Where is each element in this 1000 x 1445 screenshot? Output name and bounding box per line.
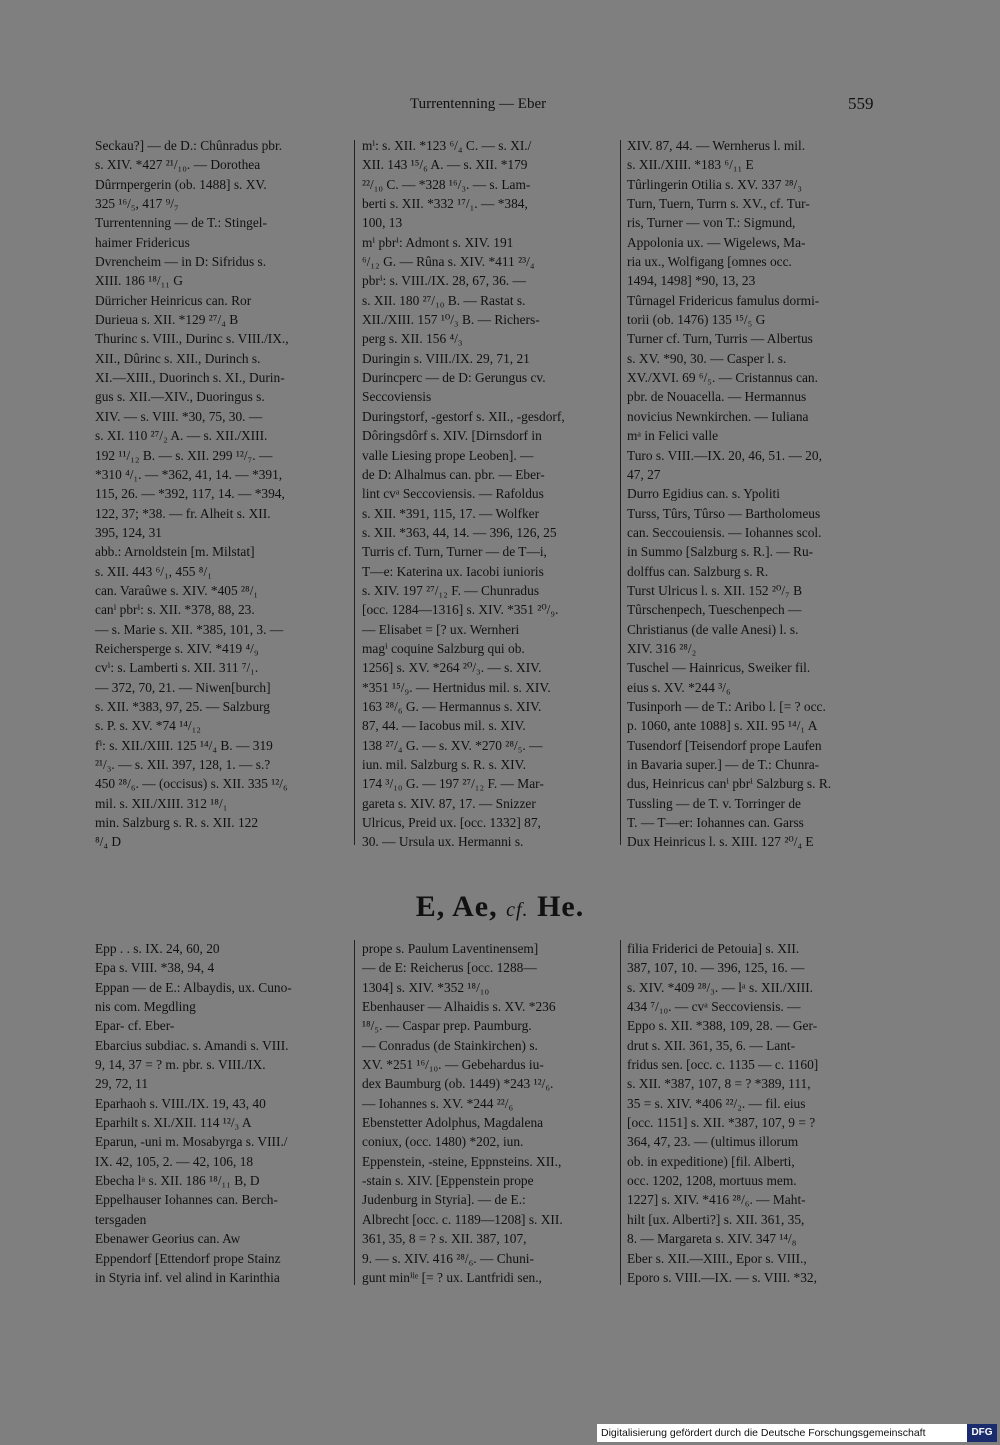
- entry-line: de D: Alhalmus can. pbr. — Eber-: [362, 466, 545, 482]
- entry-line: Eppenstein, -steine, Eppnsteins. XII.,: [362, 1153, 562, 1169]
- entry-line: pbr. de Nouacella. — Hermannus: [627, 389, 807, 405]
- entry-line: 100, 13: [362, 215, 403, 231]
- column-top-1: [95, 136, 347, 852]
- entry-line: 115, 26. — *392, 117, 14. — *394,: [95, 486, 285, 502]
- entry-line: 1227] s. XIV. *416 ²⁸/₆. — Maht-: [627, 1192, 806, 1208]
- entry-line: filia Friderici de Petouia] s. XII.: [627, 941, 800, 956]
- entry-line: Ebenhauser — Alhaidis s. XV. *236: [362, 999, 556, 1015]
- entry-line: 30. — Ursula ux. Hermanni s.: [362, 834, 524, 850]
- entry-line: Epar- cf. Eber-: [95, 1018, 175, 1034]
- entry-line: ²¹/₃. — s. XII. 397, 128, 1. — s.?: [95, 757, 271, 772]
- entry-line: Dux Heinricus l. s. XIII. 127 ²⁰/₄ E: [627, 834, 814, 850]
- entry-line: Tuschel — Hainricus, Sweiker fil.: [627, 660, 811, 676]
- entry-line: XI.—XIII., Duorinch s. XI., Durin-: [95, 370, 285, 386]
- entry-line: berti s. XII. *332 ¹⁷/₁. — *384,: [362, 196, 528, 212]
- entry-line: XIV. 316 ²⁸/₂: [627, 640, 697, 656]
- entry-line: ⁸/₄ D: [95, 834, 122, 850]
- entry-line: Christianus (de valle Anesi) l. s.: [627, 621, 799, 637]
- entry-line: Judenburg in Styria]. — de E.:: [362, 1192, 526, 1208]
- section-heading: [0, 890, 1000, 924]
- entry-line: dus, Heinricus canⁱ pbrⁱ Salzburg s. R.: [627, 776, 832, 792]
- entry-line: *310 ⁴/₁. — *362, 41, 14. — *391,: [95, 466, 283, 482]
- entry-line: Ebecha lᵃ s. XII. 186 ¹⁸/₁₁ B, D: [95, 1173, 260, 1189]
- entry-line: Eppendorf [Ettendorf prope Stainz: [95, 1250, 281, 1266]
- entry-line: T. — T—er: Iohannes can. Garss: [627, 815, 804, 831]
- entry-line: Epp . . s. IX. 24, 60, 20: [95, 941, 220, 956]
- entry-line: ⁶/₁₂ G. — Rûna s. XIV. *411 ²³/₄: [362, 254, 535, 270]
- entry-line: s. XII. *383, 97, 25. — Salzburg: [95, 698, 270, 714]
- entry-line: XIV. 87, 44. — Wernherus l. mil.: [627, 138, 806, 153]
- entry-line: Appolonia ux. — Wigelews, Ma-: [627, 234, 806, 250]
- entry-line: XV./XVI. 69 ⁶/₅. — Cristannus can.: [627, 370, 818, 386]
- entry-line: Duringin s. VIII./IX. 29, 71, 21: [362, 350, 530, 366]
- entry-line: novicius Newnkirchen. — Iuliana: [627, 408, 809, 424]
- column-top-3: [627, 136, 882, 852]
- entry-line: 9, 14, 37 = ? m. pbr. s. VIII./IX.: [95, 1057, 266, 1073]
- funding-notice: [597, 1424, 967, 1442]
- entry-line: Dûrrnpergerin (ob. 1488] s. XV.: [95, 176, 267, 192]
- entry-line: ris, Turner — von T.: Sigmund,: [627, 215, 796, 231]
- entry-line: 122, 37; *38. — fr. Alheit s. XII.: [95, 505, 271, 521]
- entry-line: s. P. s. XV. *74 ¹⁴/₁₂: [95, 718, 201, 734]
- entry-line: gus s. XII.—XIV., Duoringus s.: [95, 389, 265, 405]
- entry-line: Albrecht [occ. c. 1189—1208] s. XII.: [362, 1211, 563, 1227]
- entry-line: Thurinc s. VIII., Durinc s. VIII./IX.,: [95, 331, 289, 347]
- column-top-2: [362, 136, 616, 852]
- entry-line: can. Seccouiensis. — Iohannes scol.: [627, 524, 822, 540]
- entry-line: s. XIV. *427 ²¹/₁₀. — Dorothea: [95, 157, 261, 173]
- entry-line: perg s. XII. 156 ⁴/₃: [362, 331, 463, 347]
- entry-line: occ. 1202, 1208, mortuus mem.: [627, 1173, 797, 1189]
- entry-line: Turner cf. Turn, Turris — Albertus: [627, 331, 813, 347]
- entry-line: [occ. 1151] s. XII. *387, 107, 9 = ?: [627, 1115, 816, 1131]
- entry-line: 47, 27: [627, 466, 661, 482]
- entry-line: 8. — Margareta s. XIV. 347 ¹⁴/₈: [627, 1231, 797, 1247]
- entry-line: fridus sen. [occ. c. 1135 — c. 1160]: [627, 1057, 819, 1073]
- entry-line: in Bavaria super.] — de T.: Chunra-: [627, 757, 820, 772]
- entry-line: 434 ⁷/₁₀. — cvᵃ Seccoviensis. —: [627, 999, 801, 1015]
- entry-line: dex Baumburg (ob. 1449) *243 ¹²/₆.: [362, 1076, 554, 1092]
- entry-line: ²²/₁₀ C. — *328 ¹⁶/₃. — s. Lam-: [362, 176, 531, 192]
- page-number: 559: [848, 94, 874, 113]
- entry-line: gareta s. XIV. 87, 17. — Snizzer: [362, 795, 536, 811]
- entry-line: in Summo [Salzburg s. R.]. — Ru-: [627, 544, 814, 560]
- entry-line: Tûrlingerin Otilia s. XV. 337 ²⁸/₃: [627, 176, 802, 192]
- entry-line: Ebenawer Georius can. Aw: [95, 1231, 241, 1247]
- entry-line: s. XIV. 197 ²⁷/₁₂ F. — Chunradus: [362, 582, 540, 598]
- entry-line: 1256] s. XV. *264 ²⁰/₃. — s. XIV.: [362, 660, 542, 676]
- entry-line: Reichersperge s. XIV. *419 ⁴/₉: [95, 640, 259, 656]
- entry-line: Durincperc — de D: Gerungus cv.: [362, 370, 546, 386]
- entry-line: hilt [ux. Alberti?] s. XII. 361, 35,: [627, 1211, 805, 1227]
- entry-line: 192 ¹¹/₁₂ B. — s. XII. 299 ¹²/₇. —: [95, 447, 273, 463]
- entry-line: 138 ²⁷/₄ G. — s. XV. *270 ²⁸/₅. —: [362, 737, 543, 753]
- entry-line: mil. s. XII./XIII. 312 ¹⁸/₁: [95, 795, 228, 811]
- entry-line: Turris cf. Turn, Turner — de T—i,: [362, 544, 547, 560]
- entry-line: — s. Marie s. XII. *385, 101, 3. —: [95, 621, 284, 637]
- entry-line: s. XV. *90, 30. — Casper l. s.: [627, 350, 787, 366]
- entry-line: Tusinporh — de T.: Aribo l. [= ? occ.: [627, 698, 826, 714]
- entry-line: s. XII. *391, 115, 17. — Wolfker: [362, 505, 540, 521]
- entry-line: 29, 72, 11: [95, 1076, 149, 1092]
- entry-line: Tussling — de T. v. Torringer de: [627, 795, 802, 811]
- entry-line: mⁱ: s. XII. *123 ⁶/₄ C. — s. XI./: [362, 138, 532, 153]
- entry-line: valle Liesing prope Leoben]. —: [362, 447, 534, 463]
- entry-line: s. XII. 443 ⁶/₁, 455 ⁸/₁: [95, 563, 212, 579]
- column-bottom-3: [627, 939, 882, 1287]
- entry-line: XII./XIII. 157 ¹⁰/₃ B. — Richers-: [362, 312, 540, 328]
- entry-line: torii (ob. 1476) 135 ¹⁵/₅ G: [627, 312, 766, 328]
- entry-line: Durro Egidius can. s. Ypoliti: [627, 486, 780, 502]
- entry-line: magⁱ coquine Salzburg qui ob.: [362, 640, 525, 656]
- entry-line: Turrentenning — de T.: Stingel-: [95, 215, 267, 231]
- section-heading-main: E, Ae,: [415, 890, 507, 923]
- entry-line: in Styria inf. vel alind in Karinthia: [95, 1269, 280, 1285]
- entry-line: abb.: Arnoldstein [m. Milstat]: [95, 544, 255, 560]
- entry-line: dolffus can. Salzburg s. R.: [627, 563, 769, 579]
- column-divider: [620, 940, 621, 1285]
- entry-line: 163 ²⁸/₆ G. — Hermannus s. XIV.: [362, 698, 542, 714]
- entry-line: Ulricus, Preid ux. [occ. 1332] 87,: [362, 815, 541, 831]
- entry-line: Eppo s. XII. *388, 109, 28. — Ger-: [627, 1018, 818, 1034]
- entry-line: p. 1060, ante 1088] s. XII. 95 ¹⁴/₁ A: [627, 718, 818, 734]
- column-bottom-1: [95, 939, 347, 1287]
- entry-line: 87, 44. — Iacobus mil. s. XIV.: [362, 718, 526, 734]
- entry-line: *351 ¹⁵/₉. — Hertnidus mil. s. XIV.: [362, 679, 551, 695]
- entry-line: 361, 35, 8 = ? s. XII. 387, 107,: [362, 1231, 527, 1247]
- entry-line: — de E: Reicherus [occ. 1288—: [362, 960, 537, 976]
- entry-line: s. XI. 110 ²⁷/₂ A. — s. XII./XIII.: [95, 428, 268, 444]
- entry-line: tersgaden: [95, 1211, 147, 1227]
- entry-line: prope s. Paulum Laventinensem]: [362, 941, 539, 956]
- entry-line: XII. 143 ¹⁵/₆ A. — s. XII. *179: [362, 157, 528, 173]
- entry-line: Dvrencheim — in D: Sifridus s.: [95, 254, 267, 270]
- entry-line: mⁱ pbrⁱ: Admont s. XIV. 191: [362, 234, 514, 250]
- entry-line: 9. — s. XIV. 416 ²⁸/₆. — Chuni-: [362, 1250, 534, 1266]
- entry-line: 387, 107, 10. — 396, 125, 16. —: [627, 960, 805, 976]
- entry-line: 1304] s. XIV. *352 ¹⁸/₁₀: [362, 979, 490, 995]
- column-divider: [354, 140, 355, 845]
- entry-line: Turss, Tûrs, Tûrso — Bartholomeus: [627, 505, 821, 521]
- entry-line: -stain s. XIV. [Eppenstein prope: [362, 1173, 534, 1189]
- entry-line: canⁱ pbrⁱ: s. XII. *378, 88, 23.: [95, 602, 255, 618]
- entry-line: Dürricher Heinricus can. Ror: [95, 292, 252, 308]
- entry-line: XIII. 186 ¹⁸/₁₁ G: [95, 273, 183, 289]
- dfg-logo: DFG: [967, 1424, 997, 1442]
- entry-line: s. XIV. *409 ²⁸/₃. — lᵃ s. XII./XIII.: [627, 979, 813, 995]
- section-heading-tail: He.: [528, 890, 585, 923]
- entry-line: lint cvᵃ Seccoviensis. — Rafoldus: [362, 486, 544, 502]
- column-divider: [354, 940, 355, 1285]
- entry-line: Seckau?] — de D.: Chûnradus pbr.: [95, 138, 283, 153]
- entry-line: Turst Ulricus l. s. XII. 152 ²⁰/₇ B: [627, 582, 802, 598]
- entry-line: Eppan — de E.: Albaydis, ux. Cuno-: [95, 979, 292, 995]
- entry-line: — 372, 70, 21. — Niwen[burch]: [95, 679, 271, 695]
- entry-line: — Elisabet = [? ux. Wernheri: [362, 621, 520, 637]
- entry-line: fⁱ: s. XII./XIII. 125 ¹⁴/₄ B. — 319: [95, 737, 273, 753]
- entry-line: Seccoviensis: [362, 389, 432, 405]
- entry-line: iun. mil. Salzburg s. R. s. XIV.: [362, 757, 526, 772]
- entry-line: 364, 47, 23. — (ultimus illorum: [627, 1134, 799, 1150]
- entry-line: Eppelhauser Iohannes can. Berch-: [95, 1192, 278, 1208]
- entry-line: ria ux., Wolfigang [omnes occ.: [627, 254, 792, 270]
- entry-line: 450 ²⁸/₆. — (occisus) s. XII. 335 ¹²/₆: [95, 776, 288, 792]
- entry-line: pbrⁱ: s. VIII./IX. 28, 67, 36. —: [362, 273, 526, 289]
- entry-line: IX. 42, 105, 2. — 42, 106, 18: [95, 1153, 254, 1169]
- entry-line: Durieua s. XII. *129 ²⁷/₄ B: [95, 312, 239, 328]
- entry-line: eius s. XV. *244 ³/₆: [627, 679, 731, 695]
- entry-line: Eparhilt s. XI./XII. 114 ¹²/₃ A: [95, 1115, 252, 1131]
- entry-line: — Conradus (de Stainkirchen) s.: [362, 1037, 538, 1053]
- entry-line: 1494, 1498] *90, 13, 23: [627, 273, 756, 289]
- entry-line: ¹⁸/₅. — Caspar prep. Paumburg.: [362, 1018, 532, 1034]
- entry-line: Epa s. VIII. *38, 94, 4: [95, 960, 215, 976]
- entry-line: Eber s. XII.—XIII., Epor s. VIII.,: [627, 1250, 807, 1266]
- entry-line: 325 ¹⁶/₅, 417 ⁹/₇: [95, 196, 179, 212]
- entry-line: gunt minⁱˡᵉ [= ? ux. Lantfridi sen.,: [362, 1269, 542, 1285]
- entry-line: s. XII./XIII. *183 ⁶/₁₁ E: [627, 157, 754, 173]
- entry-line: [occ. 1284—1316] s. XIV. *351 ²⁰/₉.: [362, 602, 559, 618]
- entry-line: Tûrnagel Fridericus famulus dormi-: [627, 292, 820, 308]
- entry-line: Tûrschenpech, Tueschenpech —: [627, 602, 802, 618]
- entry-line: s. XII. *387, 107, 8 = ? *389, 111,: [627, 1076, 811, 1092]
- entry-line: XIV. — s. VIII. *30, 75, 30. —: [95, 408, 263, 424]
- entry-line: s. XII. *363, 44, 14. — 396, 126, 25: [362, 524, 557, 540]
- entry-line: Turn, Tuern, Turrn s. XV., cf. Tur-: [627, 196, 810, 212]
- entry-line: cvⁱ: s. Lamberti s. XII. 311 ⁷/₁.: [95, 660, 259, 676]
- entry-line: XII., Dûrinc s. XII., Durinch s.: [95, 350, 261, 366]
- entry-line: 35 = s. XIV. *406 ²²/₂. — fil. eius: [627, 1095, 806, 1111]
- entry-line: min. Salzburg s. R. s. XII. 122: [95, 815, 259, 831]
- entry-line: nis com. Megdling: [95, 999, 196, 1015]
- entry-line: Eporo s. VIII.—IX. — s. VIII. *32,: [627, 1269, 817, 1285]
- entry-line: can. Varaûwe s. XIV. *405 ²⁸/₁: [95, 582, 259, 598]
- running-head: [0, 96, 1000, 116]
- entry-line: 395, 124, 31: [95, 524, 162, 540]
- running-title: Turrentenning — Eber: [410, 96, 547, 112]
- entry-line: Dôringsdôrf s. XIV. [Dirnsdorf in: [362, 428, 542, 444]
- entry-line: — Iohannes s. XV. *244 ²²/₆: [362, 1095, 514, 1111]
- entry-line: Eparun, -uni m. Mosabyrga s. VIII./: [95, 1134, 288, 1150]
- entry-line: Ebenstetter Adolphus, Magdalena: [362, 1115, 544, 1131]
- section-heading-cf: cf.: [506, 899, 529, 921]
- entry-line: Turo s. VIII.—IX. 20, 46, 51. — 20,: [627, 447, 822, 463]
- entry-line: mᵃ in Felici valle: [627, 428, 719, 444]
- entry-line: Eparhaoh s. VIII./IX. 19, 43, 40: [95, 1095, 266, 1111]
- entry-line: haimer Fridericus: [95, 234, 190, 250]
- funding-notice-text: Digitalisierung gefördert durch die Deutsche Forschungsgemeinschaft: [601, 1427, 926, 1439]
- entry-line: coniux, (occ. 1480) *202, iun.: [362, 1134, 524, 1150]
- column-divider: [620, 140, 621, 845]
- entry-line: ob. in expeditione) [fil. Alberti,: [627, 1153, 795, 1169]
- entry-line: Duringstorf, -gestorf s. XII., -gesdorf,: [362, 408, 565, 424]
- entry-line: s. XII. 180 ²⁷/₁₀ B. — Rastat s.: [362, 292, 526, 308]
- entry-line: XV. *251 ¹⁶/₁₀. — Gebehardus iu-: [362, 1057, 544, 1073]
- entry-line: Ebarcius subdiac. s. Amandi s. VIII.: [95, 1037, 289, 1053]
- entry-line: Tusendorf [Teisendorf prope Laufen: [627, 737, 822, 753]
- entry-line: drut s. XII. 361, 35, 6. — Lant-: [627, 1037, 796, 1053]
- entry-line: T—e: Katerina ux. Iacobi iunioris: [362, 563, 544, 579]
- entry-line: 174 ³/₁₀ G. — 197 ²⁷/₁₂ F. — Mar-: [362, 776, 544, 792]
- column-bottom-2: [362, 939, 616, 1287]
